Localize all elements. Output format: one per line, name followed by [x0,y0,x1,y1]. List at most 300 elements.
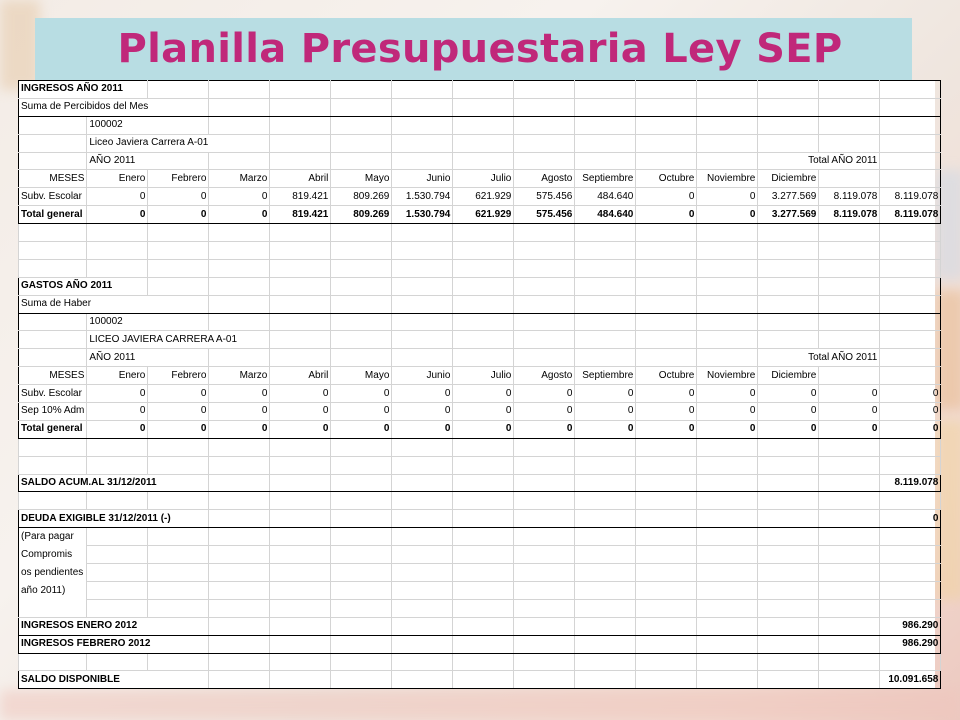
empty-cell[interactable] [636,259,697,277]
empty-cell[interactable] [819,492,880,510]
empty-cell[interactable] [453,313,514,331]
empty-cell[interactable] [392,224,453,242]
empty-cell[interactable] [392,653,453,671]
value-cell[interactable]: 1.530.794 [392,188,453,206]
empty-cell[interactable] [697,474,758,492]
empty-cell[interactable] [453,653,514,671]
empty-cell[interactable] [819,134,880,152]
empty-cell[interactable] [758,98,819,116]
empty-cell[interactable] [270,492,331,510]
row-label[interactable]: Total general [19,206,87,224]
month-header[interactable]: Marzo [209,170,270,188]
empty-cell[interactable] [575,438,636,456]
empty-cell[interactable] [270,81,331,99]
empty-cell[interactable] [880,277,941,295]
empty-cell[interactable] [819,313,880,331]
empty-cell[interactable] [636,81,697,99]
empty-cell[interactable] [758,438,819,456]
empty-cell[interactable] [392,98,453,116]
empty-cell[interactable] [331,564,392,582]
year-label[interactable]: AÑO 2011 [87,349,209,367]
empty-cell[interactable] [880,152,941,170]
empty-cell[interactable] [87,581,148,599]
empty-cell[interactable] [575,98,636,116]
empty-cell[interactable] [392,81,453,99]
empty-cell[interactable] [575,331,636,349]
empty-cell[interactable] [331,474,392,492]
empty-cell[interactable] [270,259,331,277]
empty-cell[interactable] [758,581,819,599]
empty-cell[interactable] [392,242,453,260]
empty-cell[interactable] [880,259,941,277]
value-cell[interactable]: 0 [87,403,148,421]
empty-cell[interactable] [880,653,941,671]
empty-cell[interactable] [19,331,87,349]
empty-cell[interactable] [209,546,270,564]
value-cell[interactable]: 0 [453,385,514,403]
empty-cell[interactable] [575,313,636,331]
empty-cell[interactable] [636,438,697,456]
empty-cell[interactable] [819,671,880,689]
empty-cell[interactable] [636,242,697,260]
empty-cell[interactable] [209,277,270,295]
empty-cell[interactable] [331,116,392,134]
empty-cell[interactable] [758,635,819,653]
empty-cell[interactable] [514,295,575,313]
value-cell[interactable]: 0 [697,420,758,438]
empty-cell[interactable] [331,617,392,635]
empty-cell[interactable] [270,116,331,134]
month-header[interactable]: Enero [87,170,148,188]
empty-cell[interactable] [697,599,758,617]
empty-cell[interactable] [819,617,880,635]
empty-cell[interactable] [758,81,819,99]
empty-cell[interactable] [819,81,880,99]
value-cell[interactable]: 0 [697,206,758,224]
empty-cell[interactable] [514,671,575,689]
empty-cell[interactable] [270,295,331,313]
empty-cell[interactable] [697,224,758,242]
empty-cell[interactable] [819,438,880,456]
empty-cell[interactable] [392,259,453,277]
empty-cell[interactable] [270,510,331,528]
empty-cell[interactable] [270,152,331,170]
empty-cell[interactable] [270,277,331,295]
empty-cell[interactable] [392,116,453,134]
row-total-extra[interactable]: 8.119.078 [880,188,941,206]
month-header[interactable]: Marzo [209,367,270,385]
empty-cell[interactable] [331,224,392,242]
empty-cell[interactable] [880,564,941,582]
month-header[interactable]: Noviembre [697,367,758,385]
year-label[interactable]: AÑO 2011 [87,152,209,170]
empty-cell[interactable] [575,152,636,170]
empty-cell[interactable] [331,581,392,599]
empty-cell[interactable] [514,313,575,331]
value-cell[interactable]: 0 [148,385,209,403]
empty-cell[interactable] [575,277,636,295]
saldo-acumulado-value[interactable]: 8.119.078 [880,474,941,492]
empty-cell[interactable] [880,599,941,617]
empty-cell[interactable] [331,546,392,564]
empty-cell[interactable] [514,224,575,242]
value-cell[interactable]: 0 [758,403,819,421]
empty-cell[interactable] [209,116,270,134]
empty-cell[interactable] [87,242,148,260]
empty-cell[interactable] [209,349,270,367]
meses-label[interactable]: MESES [19,367,87,385]
value-cell[interactable]: 0 [209,420,270,438]
value-cell[interactable]: 0 [636,385,697,403]
empty-cell[interactable] [148,492,209,510]
empty-cell[interactable] [331,277,392,295]
empty-cell[interactable] [270,438,331,456]
empty-cell[interactable] [148,653,209,671]
empty-cell[interactable] [514,474,575,492]
empty-cell[interactable] [514,331,575,349]
empty-cell[interactable] [575,635,636,653]
empty-cell[interactable] [453,277,514,295]
empty-cell[interactable] [331,152,392,170]
empty-cell[interactable] [453,116,514,134]
month-header[interactable]: Junio [392,367,453,385]
empty-cell[interactable] [392,510,453,528]
empty-cell[interactable] [331,653,392,671]
empty-cell[interactable] [270,671,331,689]
empty-cell[interactable] [209,456,270,474]
empty-cell[interactable] [758,653,819,671]
empty-cell[interactable] [880,224,941,242]
empty-cell[interactable] [819,510,880,528]
empty-cell[interactable] [453,617,514,635]
empty-cell[interactable] [19,224,87,242]
empty-cell[interactable] [209,617,270,635]
value-cell[interactable]: 0 [331,420,392,438]
empty-cell[interactable] [392,152,453,170]
empty-cell[interactable] [636,474,697,492]
empty-cell[interactable] [87,528,148,546]
empty-cell[interactable] [148,456,209,474]
empty-cell[interactable] [819,170,880,188]
total-year-label[interactable]: Total AÑO 2011 [758,152,880,170]
empty-cell[interactable] [209,313,270,331]
empty-cell[interactable] [636,581,697,599]
empty-cell[interactable] [453,564,514,582]
value-cell[interactable]: 484.640 [575,188,636,206]
empty-cell[interactable] [880,438,941,456]
value-cell[interactable]: 0 [209,385,270,403]
empty-cell[interactable] [392,134,453,152]
empty-cell[interactable] [209,474,270,492]
empty-cell[interactable] [880,528,941,546]
empty-cell[interactable] [758,116,819,134]
empty-cell[interactable] [331,456,392,474]
value-cell[interactable]: 0 [758,385,819,403]
empty-cell[interactable] [575,599,636,617]
empty-cell[interactable] [697,528,758,546]
empty-cell[interactable] [575,295,636,313]
row-total[interactable]: 0 [819,403,880,421]
empty-cell[interactable] [514,653,575,671]
empty-cell[interactable] [331,599,392,617]
empty-cell[interactable] [19,349,87,367]
month-header[interactable]: Abril [270,170,331,188]
empty-cell[interactable] [87,438,148,456]
empty-cell[interactable] [819,295,880,313]
month-header[interactable]: Septiembre [575,367,636,385]
empty-cell[interactable] [819,635,880,653]
section-heading[interactable]: GASTOS AÑO 2011 [19,277,148,295]
empty-cell[interactable] [819,546,880,564]
empty-cell[interactable] [331,528,392,546]
empty-cell[interactable] [209,242,270,260]
value-cell[interactable]: 621.929 [453,188,514,206]
empty-cell[interactable] [697,438,758,456]
value-cell[interactable]: 0 [636,206,697,224]
value-cell[interactable]: 0 [87,385,148,403]
empty-cell[interactable] [331,331,392,349]
value-cell[interactable]: 0 [331,403,392,421]
empty-cell[interactable] [209,653,270,671]
value-cell[interactable]: 0 [697,385,758,403]
empty-cell[interactable] [270,546,331,564]
ingresos-febrero-value[interactable]: 986.290 [880,635,941,653]
empty-cell[interactable] [636,295,697,313]
empty-cell[interactable] [331,259,392,277]
empty-cell[interactable] [880,170,941,188]
row-total[interactable]: 8.119.078 [819,206,880,224]
meses-label[interactable]: MESES [19,170,87,188]
empty-cell[interactable] [819,277,880,295]
empty-cell[interactable] [392,635,453,653]
value-cell[interactable]: 0 [697,188,758,206]
empty-cell[interactable] [19,438,87,456]
value-cell[interactable]: 575.456 [514,206,575,224]
empty-cell[interactable] [819,242,880,260]
empty-cell[interactable] [575,564,636,582]
empty-cell[interactable] [270,313,331,331]
month-header[interactable]: Febrero [148,367,209,385]
empty-cell[interactable] [148,438,209,456]
empty-cell[interactable] [697,456,758,474]
empty-cell[interactable] [575,259,636,277]
empty-cell[interactable] [331,295,392,313]
empty-cell[interactable] [514,492,575,510]
month-header[interactable]: Noviembre [697,170,758,188]
empty-cell[interactable] [697,81,758,99]
ingresos-febrero-label[interactable]: INGRESOS FEBRERO 2012 [19,635,209,653]
row-label[interactable]: Sep 10% Adm [19,403,87,421]
empty-cell[interactable] [19,259,87,277]
empty-cell[interactable] [880,492,941,510]
empty-cell[interactable] [880,242,941,260]
empty-cell[interactable] [636,617,697,635]
row-total-extra[interactable]: 0 [880,420,941,438]
value-cell[interactable]: 575.456 [514,188,575,206]
value-cell[interactable]: 0 [514,403,575,421]
empty-cell[interactable] [514,152,575,170]
empty-cell[interactable] [697,617,758,635]
empty-cell[interactable] [514,581,575,599]
empty-cell[interactable] [514,599,575,617]
empty-cell[interactable] [331,635,392,653]
empty-cell[interactable] [392,617,453,635]
row-label[interactable]: Total general [19,420,87,438]
empty-cell[interactable] [392,277,453,295]
empty-cell[interactable] [453,134,514,152]
school-name[interactable]: LICEO JAVIERA CARRERA A-01 [87,331,270,349]
empty-cell[interactable] [697,546,758,564]
empty-cell[interactable] [331,510,392,528]
empty-cell[interactable] [270,224,331,242]
empty-cell[interactable] [575,242,636,260]
pivot-value-label[interactable]: Suma de Haber [19,295,209,313]
empty-cell[interactable] [453,242,514,260]
month-header[interactable]: Septiembre [575,170,636,188]
empty-cell[interactable] [697,349,758,367]
empty-cell[interactable] [270,599,331,617]
empty-cell[interactable] [575,510,636,528]
empty-cell[interactable] [819,564,880,582]
empty-cell[interactable] [636,313,697,331]
empty-cell[interactable] [331,242,392,260]
empty-cell[interactable] [758,313,819,331]
empty-cell[interactable] [697,671,758,689]
empty-cell[interactable] [148,528,209,546]
empty-cell[interactable] [453,528,514,546]
empty-cell[interactable] [514,456,575,474]
empty-cell[interactable] [514,134,575,152]
empty-cell[interactable] [575,492,636,510]
empty-cell[interactable] [697,242,758,260]
empty-cell[interactable] [819,224,880,242]
school-code[interactable]: 100002 [87,313,209,331]
empty-cell[interactable] [758,671,819,689]
month-header[interactable]: Octubre [636,170,697,188]
empty-cell[interactable] [880,546,941,564]
value-cell[interactable]: 809.269 [331,188,392,206]
empty-cell[interactable] [19,242,87,260]
empty-cell[interactable] [453,581,514,599]
value-cell[interactable]: 0 [148,403,209,421]
empty-cell[interactable] [697,116,758,134]
empty-cell[interactable] [392,313,453,331]
empty-cell[interactable] [209,259,270,277]
empty-cell[interactable] [453,474,514,492]
empty-cell[interactable] [209,98,270,116]
empty-cell[interactable] [514,510,575,528]
empty-cell[interactable] [758,331,819,349]
empty-cell[interactable] [209,510,270,528]
empty-cell[interactable] [697,564,758,582]
empty-cell[interactable] [758,546,819,564]
value-cell[interactable]: 0 [209,188,270,206]
empty-cell[interactable] [270,474,331,492]
value-cell[interactable]: 0 [87,420,148,438]
empty-cell[interactable] [453,152,514,170]
empty-cell[interactable] [697,635,758,653]
deuda-exigible-value[interactable]: 0 [880,510,941,528]
empty-cell[interactable] [148,242,209,260]
empty-cell[interactable] [758,474,819,492]
empty-cell[interactable] [819,653,880,671]
empty-cell[interactable] [514,116,575,134]
empty-cell[interactable] [87,653,148,671]
month-header[interactable]: Junio [392,170,453,188]
empty-cell[interactable] [819,331,880,349]
empty-cell[interactable] [636,653,697,671]
value-cell[interactable]: 1.530.794 [392,206,453,224]
saldo-acumulado-label[interactable]: SALDO ACUM.AL 31/12/2011 [19,474,209,492]
empty-cell[interactable] [575,349,636,367]
value-cell[interactable]: 0 [148,188,209,206]
row-label[interactable]: Subv. Escolar [19,188,87,206]
empty-cell[interactable] [453,635,514,653]
empty-cell[interactable] [819,581,880,599]
empty-cell[interactable] [819,456,880,474]
empty-cell[interactable] [19,313,87,331]
section-heading[interactable]: INGRESOS AÑO 2011 [19,81,148,99]
value-cell[interactable]: 0 [575,385,636,403]
empty-cell[interactable] [636,635,697,653]
empty-cell[interactable] [880,81,941,99]
empty-cell[interactable] [392,331,453,349]
month-header[interactable]: Febrero [148,170,209,188]
value-cell[interactable]: 3.277.569 [758,188,819,206]
value-cell[interactable]: 0 [636,403,697,421]
empty-cell[interactable] [331,134,392,152]
row-label[interactable]: Subv. Escolar [19,385,87,403]
value-cell[interactable]: 0 [148,420,209,438]
empty-cell[interactable] [697,653,758,671]
month-header[interactable]: Julio [453,170,514,188]
empty-cell[interactable] [575,528,636,546]
ingresos-enero-label[interactable]: INGRESOS ENERO 2012 [19,617,209,635]
empty-cell[interactable] [453,510,514,528]
value-cell[interactable]: 0 [453,403,514,421]
value-cell[interactable]: 819.421 [270,206,331,224]
empty-cell[interactable] [880,116,941,134]
month-header[interactable]: Abril [270,367,331,385]
empty-cell[interactable] [19,492,87,510]
row-total[interactable]: 0 [819,420,880,438]
value-cell[interactable]: 0 [514,420,575,438]
empty-cell[interactable] [880,295,941,313]
value-cell[interactable]: 0 [270,420,331,438]
empty-cell[interactable] [819,599,880,617]
empty-cell[interactable] [514,564,575,582]
empty-cell[interactable] [453,456,514,474]
empty-cell[interactable] [331,98,392,116]
empty-cell[interactable] [819,98,880,116]
empty-cell[interactable] [19,456,87,474]
empty-cell[interactable] [87,546,148,564]
empty-cell[interactable] [819,367,880,385]
empty-cell[interactable] [758,242,819,260]
empty-cell[interactable] [697,152,758,170]
empty-cell[interactable] [148,581,209,599]
empty-cell[interactable] [270,653,331,671]
empty-cell[interactable] [636,528,697,546]
value-cell[interactable]: 0 [209,403,270,421]
empty-cell[interactable] [880,331,941,349]
row-total[interactable]: 0 [819,385,880,403]
row-total-extra[interactable]: 8.119.078 [880,206,941,224]
empty-cell[interactable] [148,599,209,617]
value-cell[interactable]: 3.277.569 [758,206,819,224]
empty-cell[interactable] [575,617,636,635]
empty-cell[interactable] [209,295,270,313]
